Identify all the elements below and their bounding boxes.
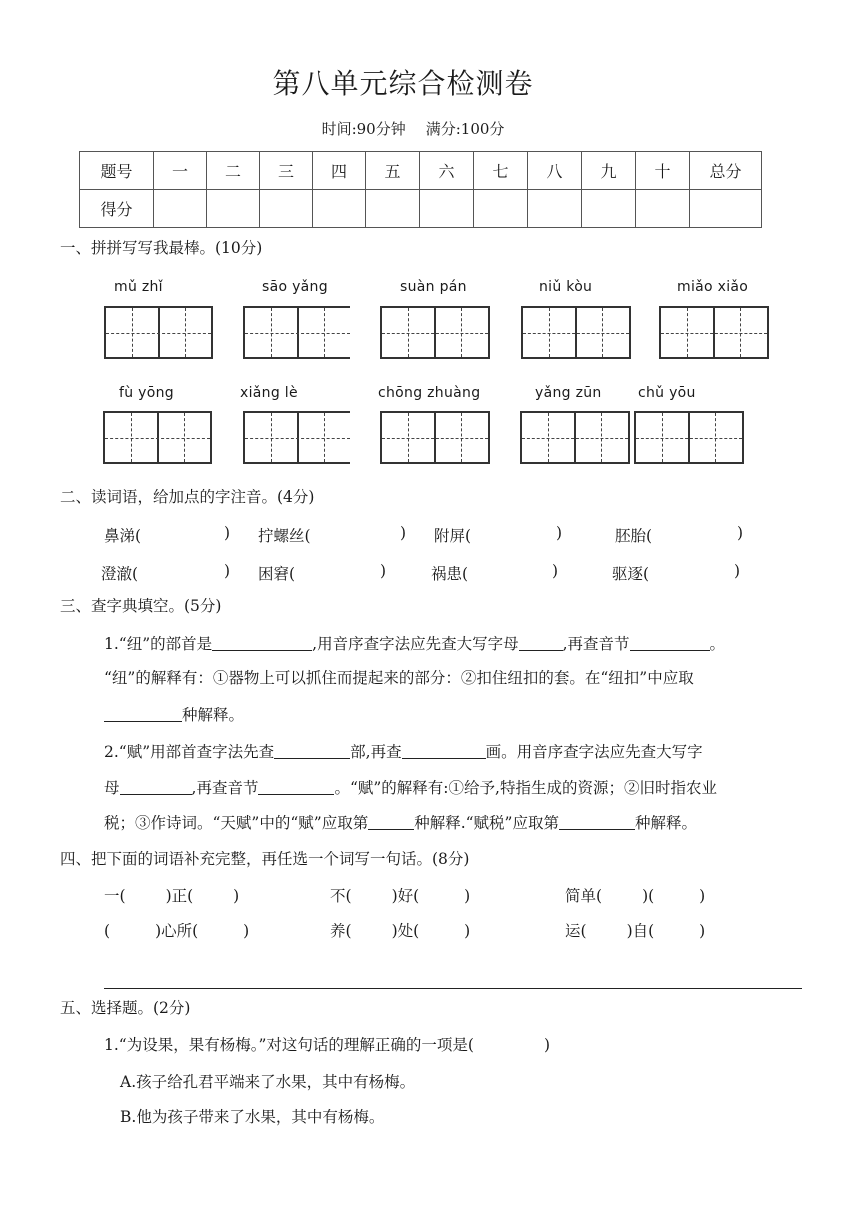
score-input-cell[interactable] <box>636 190 690 228</box>
pinyin-label: chǔ yōu <box>638 385 696 401</box>
score-input-cell[interactable] <box>207 190 260 228</box>
question-3-1-line-2: “纽”的解释有：①器物上可以抓住而提起来的部分：②扣住纽扣的套。在“纽扣”中应取 <box>104 669 694 687</box>
writing-grid[interactable] <box>521 306 631 359</box>
sentence-answer-line[interactable] <box>104 988 802 989</box>
page-title: 第八单元综合检测卷 <box>272 67 534 100</box>
score-cell: 七 <box>474 152 528 190</box>
answer-blank[interactable] <box>274 743 350 760</box>
score-table <box>79 151 762 228</box>
word-item: 胚胎( <box>615 527 653 545</box>
answer-blank[interactable] <box>368 814 414 831</box>
answer-paren[interactable]: ) <box>734 562 741 580</box>
score-table-score-row <box>80 190 762 228</box>
writing-grid[interactable] <box>634 411 744 464</box>
answer-paren[interactable]: ) <box>380 562 387 580</box>
writing-grid[interactable] <box>380 306 490 359</box>
score-cell: 题号 <box>80 152 154 190</box>
pinyin-label: miǎo xiǎo <box>677 279 749 295</box>
score-cell: 一 <box>154 152 207 190</box>
writing-grid[interactable] <box>104 306 213 359</box>
writing-grid[interactable] <box>520 411 630 464</box>
question-3-2-line-1: 2.“赋”用部首查字法先查 部,再查 画。用音序查字法应先查大写字 <box>104 743 703 761</box>
score-cell: 三 <box>260 152 313 190</box>
answer-paren[interactable]: ) <box>224 524 231 542</box>
score-input-cell[interactable] <box>582 190 636 228</box>
score-cell: 四 <box>313 152 366 190</box>
idiom-item: 一( )正( ) <box>104 887 240 905</box>
score-input-cell[interactable] <box>313 190 366 228</box>
score-table-header-row <box>80 152 762 190</box>
word-item: 拧螺丝( <box>258 527 311 545</box>
score-cell: 八 <box>528 152 582 190</box>
section-3-heading: 三、查字典填空。(5分) <box>60 597 222 615</box>
word-item: 澄澈( <box>101 565 139 583</box>
pinyin-label: yǎng zūn <box>535 385 602 401</box>
time-limit: 时间:90分钟 <box>321 120 406 138</box>
exam-info <box>0 118 826 139</box>
answer-blank[interactable] <box>402 743 486 760</box>
question-5-1: 1.“为设果，果有杨梅。”对这句话的理解正确的一项是( ) <box>104 1036 550 1054</box>
score-input-cell[interactable] <box>474 190 528 228</box>
answer-blank[interactable] <box>630 635 710 652</box>
answer-blank[interactable] <box>212 635 312 652</box>
question-3-2-line-3: 税；③作诗词。“天赋”中的“赋”应取第 种解释.“赋税”应取第 种解释。 <box>104 814 697 832</box>
answer-blank[interactable] <box>258 779 334 796</box>
answer-paren[interactable]: ) <box>737 524 744 542</box>
writing-grid[interactable] <box>243 411 350 464</box>
word-item: 驱逐( <box>612 565 650 583</box>
score-cell: 十 <box>636 152 690 190</box>
section-4-heading: 四、把下面的词语补充完整，再任选一个词写一句话。(8分) <box>60 850 470 868</box>
answer-blank[interactable] <box>104 706 182 723</box>
score-input-cell[interactable] <box>690 190 762 228</box>
question-3-1-line-3: 种解释。 <box>104 703 244 725</box>
score-cell: 九 <box>582 152 636 190</box>
idiom-item: 不( )好( ) <box>330 887 471 905</box>
section-2-heading: 二、读词语，给加点的字注音。(4分) <box>60 488 315 506</box>
score-cell: 六 <box>420 152 474 190</box>
idiom-item: 养( )处( ) <box>330 922 471 940</box>
pinyin-label: mǔ zhǐ <box>114 279 163 295</box>
pinyin-label: chōng zhuàng <box>378 385 481 401</box>
full-marks: 满分:100分 <box>425 120 505 138</box>
idiom-item: 简单( )( ) <box>565 887 706 905</box>
answer-paren[interactable]: ) <box>224 562 231 580</box>
score-input-cell[interactable] <box>420 190 474 228</box>
question-3-2-line-2: 母 ,再查音节 。“赋”的解释有:①给予,特指生成的资源；②旧时指农业 <box>104 779 717 797</box>
option-b[interactable]: B.他为孩子带来了水果，其中有杨梅。 <box>120 1108 385 1126</box>
answer-paren[interactable]: ) <box>556 524 563 542</box>
word-item: 祸患( <box>431 565 469 583</box>
score-cell: 总分 <box>690 152 762 190</box>
writing-grid[interactable] <box>243 306 350 359</box>
score-cell: 二 <box>207 152 260 190</box>
pinyin-label: xiǎng lè <box>240 385 298 401</box>
answer-blank[interactable] <box>519 635 563 652</box>
section-5-heading: 五、选择题。(2分) <box>60 999 191 1017</box>
idiom-item: ( )心所( ) <box>104 922 250 940</box>
word-item: 鼻涕( <box>104 527 142 545</box>
word-item: 困窘( <box>258 565 296 583</box>
score-cell: 五 <box>366 152 420 190</box>
idiom-item: 运( )自( ) <box>565 922 706 940</box>
pinyin-label: sāo yǎng <box>262 279 328 295</box>
writing-grid[interactable] <box>103 411 212 464</box>
score-input-cell[interactable] <box>260 190 313 228</box>
writing-grid[interactable] <box>659 306 769 359</box>
word-item: 附屏( <box>434 527 472 545</box>
score-input-cell[interactable] <box>366 190 420 228</box>
pinyin-label: fù yōng <box>119 385 174 401</box>
score-input-cell[interactable] <box>154 190 207 228</box>
answer-blank[interactable] <box>559 814 635 831</box>
score-cell: 得分 <box>80 190 154 228</box>
answer-blank[interactable] <box>120 779 192 796</box>
question-3-1-line-1: 1.“纽”的部首是 ,用音序查字法应先查大写字母 ,再查音节 。 <box>104 635 726 653</box>
option-a[interactable]: A.孩子给孔君平端来了水果，其中有杨梅。 <box>120 1073 416 1091</box>
section-1-heading: 一、拼拼写写我最棒。(10分) <box>60 239 263 257</box>
answer-paren[interactable]: ) <box>400 524 407 542</box>
score-input-cell[interactable] <box>528 190 582 228</box>
pinyin-label: suàn pán <box>400 279 467 295</box>
answer-paren[interactable]: ) <box>552 562 559 580</box>
pinyin-label: niǔ kòu <box>539 279 593 295</box>
writing-grid[interactable] <box>380 411 490 464</box>
